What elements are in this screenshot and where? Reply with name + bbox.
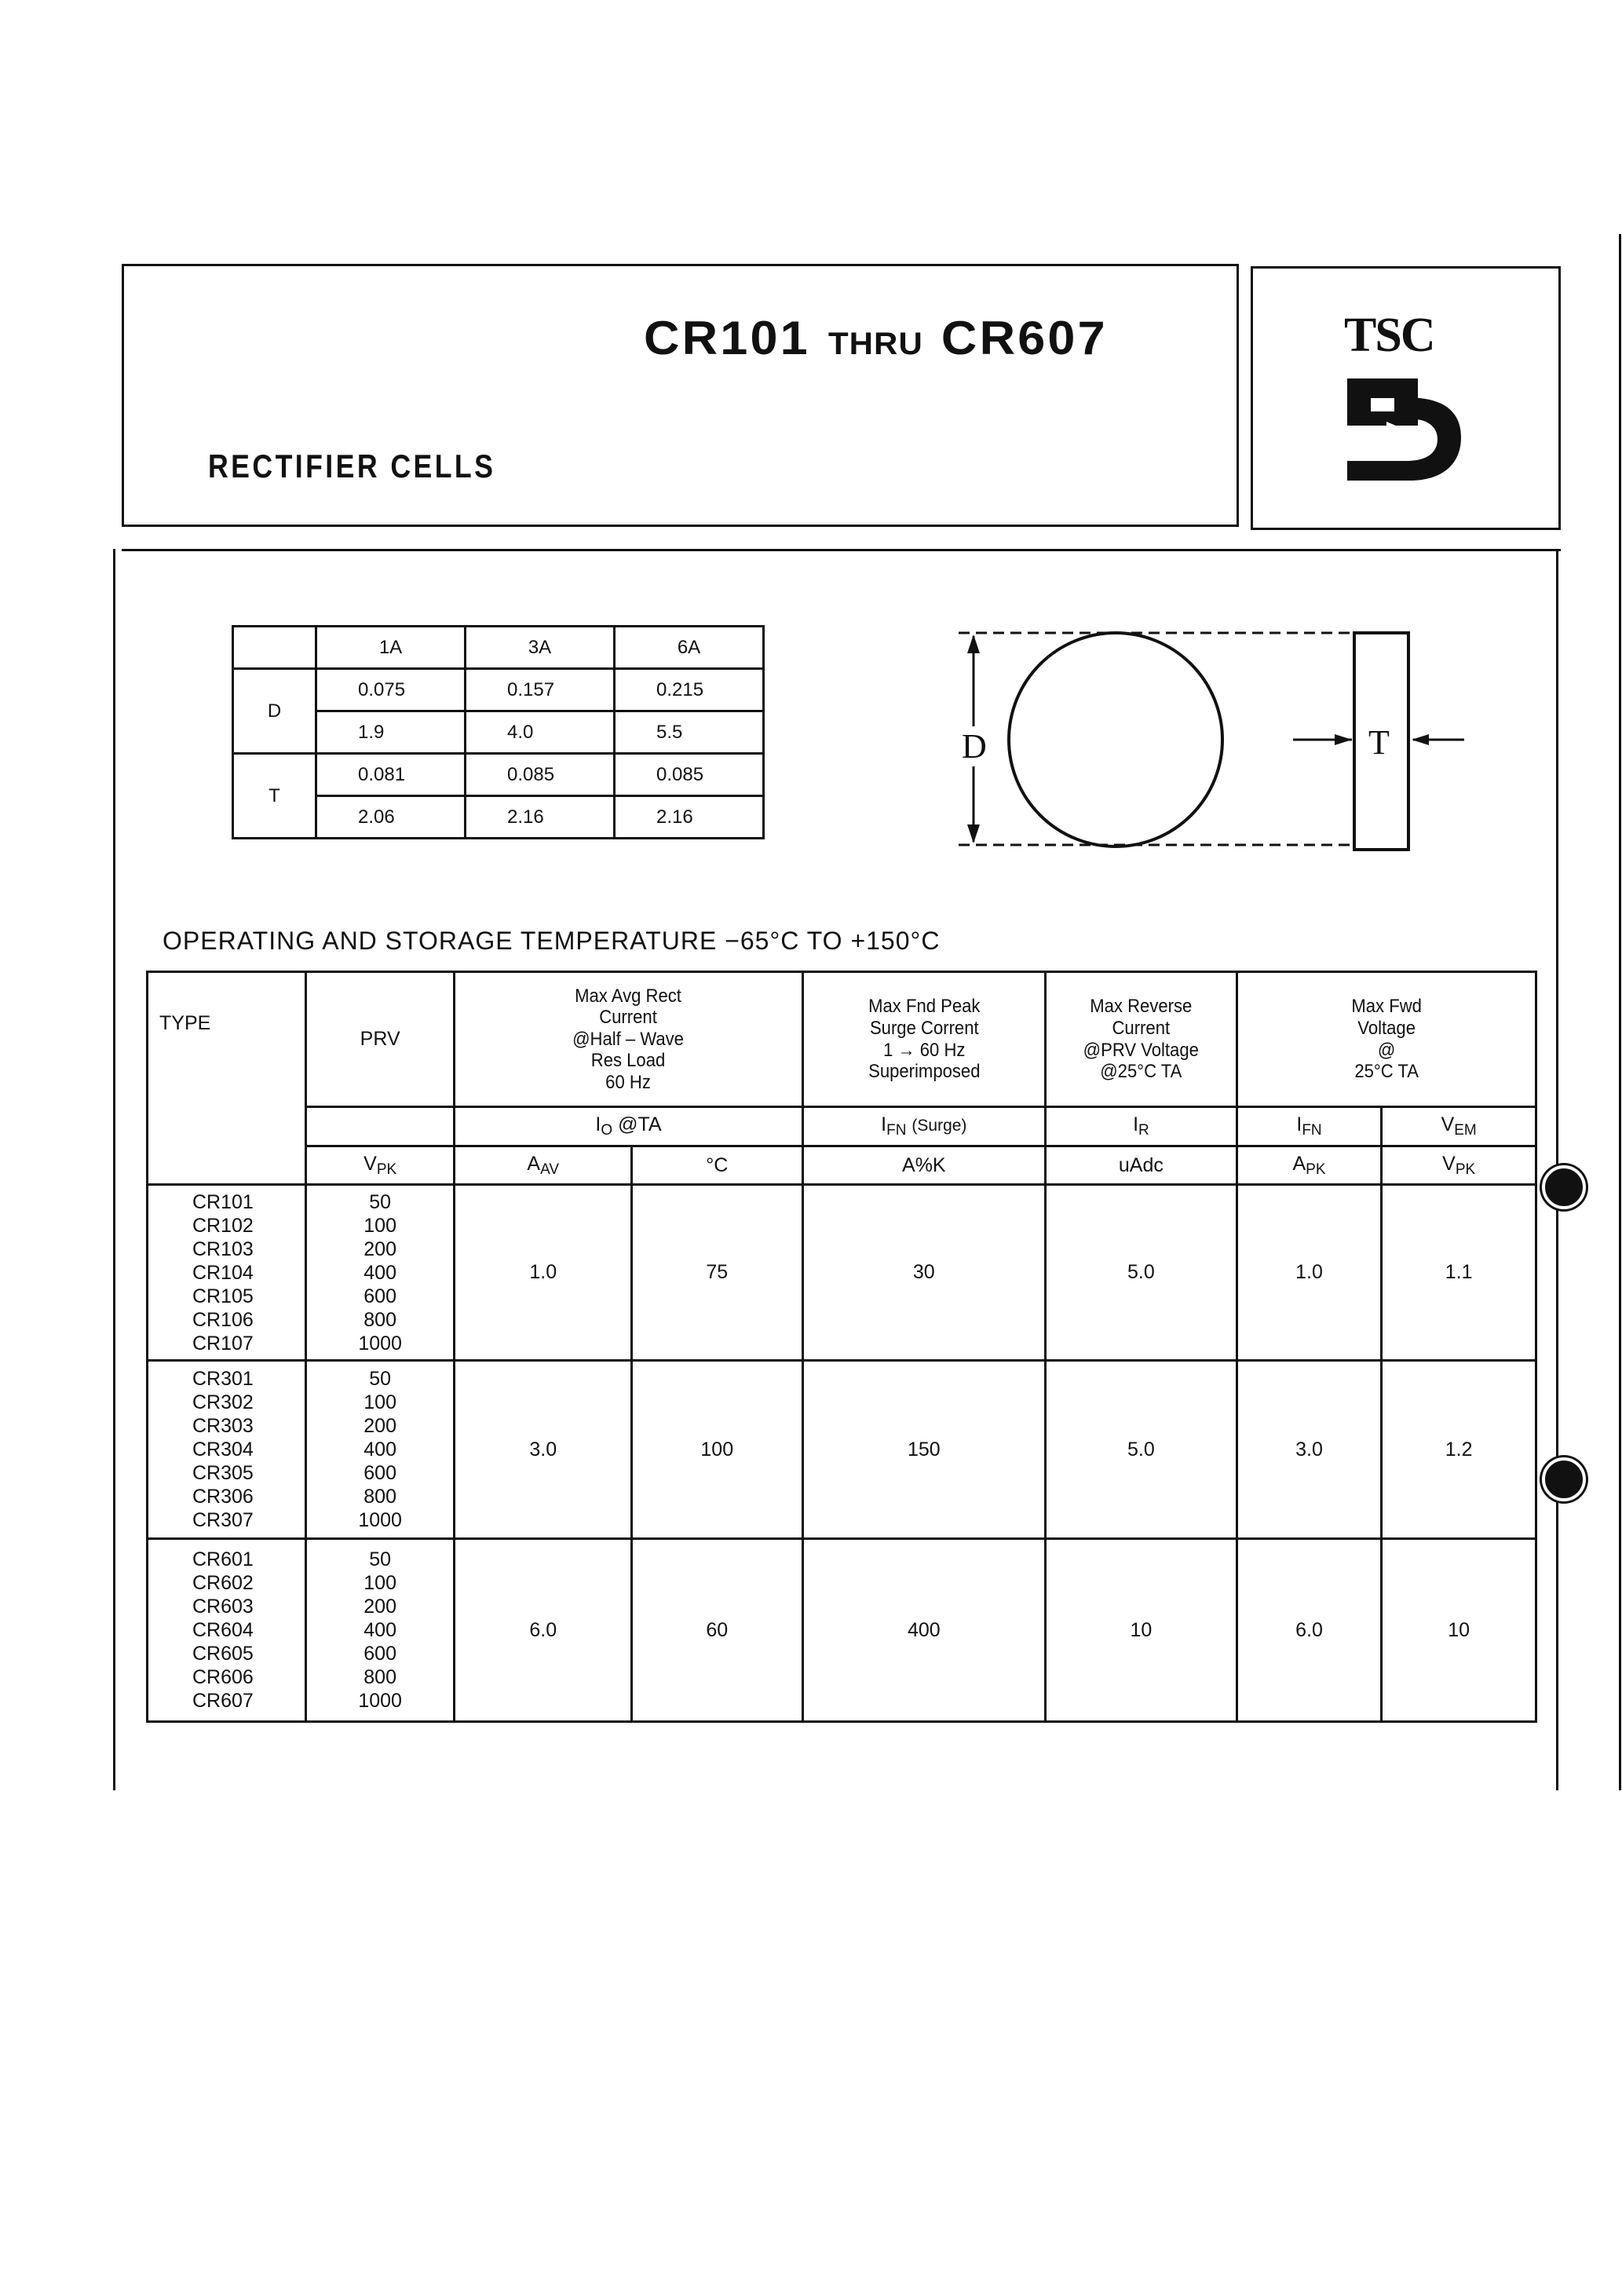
prv-item: 400: [363, 1261, 396, 1284]
unit: A: [527, 1152, 541, 1175]
type-header: TYPE: [148, 972, 306, 1185]
type-item: CR306: [192, 1486, 254, 1508]
unit: V: [363, 1152, 377, 1175]
dim-value: 0.215: [615, 669, 764, 711]
prv-item: 50: [369, 1548, 392, 1570]
type-item: CR301: [192, 1368, 254, 1390]
binder-hole-icon: [1542, 1457, 1586, 1501]
ir-value: 5.0: [1046, 1361, 1237, 1539]
dim-value: 4.0: [466, 711, 615, 754]
type-item: CR603: [192, 1596, 254, 1618]
ratings-table: [146, 971, 1537, 1723]
sym-rest: (Surge): [911, 1117, 967, 1135]
header-line: Max Fwd: [1351, 996, 1422, 1018]
unit-sub: PK: [1306, 1161, 1326, 1178]
sym: I: [881, 1113, 887, 1136]
binder-hole-icon: [1542, 1165, 1586, 1209]
header-line: Current: [1112, 1017, 1171, 1039]
prv-item: 200: [363, 1596, 396, 1618]
table-row-group: [148, 1361, 1536, 1539]
prv-item: 800: [363, 1308, 396, 1331]
type-item: CR105: [192, 1285, 254, 1307]
row-label: T: [233, 754, 316, 839]
corner-cell: [233, 627, 316, 669]
prv-item: 200: [363, 1415, 396, 1437]
dim-value: 0.085: [466, 754, 615, 796]
sym-sub: EM: [1454, 1122, 1477, 1139]
ifn-value: 1.0: [1237, 1185, 1382, 1361]
page-edge-line: [1619, 234, 1621, 1790]
header-line: @PRV Voltage: [1083, 1039, 1200, 1061]
frame-left-line: [113, 549, 115, 1790]
operating-temperature: OPERATING AND STORAGE TEMPERATURE −65°C TO +150°C: [163, 927, 941, 955]
prv-list: [305, 1361, 455, 1539]
blank-cell: [305, 1107, 455, 1146]
ir-value: 10: [1046, 1539, 1237, 1722]
prv-item: 100: [363, 1391, 396, 1413]
subtitle: RECTIFIER CELLS: [208, 448, 496, 484]
dim-value: 2.06: [316, 796, 466, 839]
sym-sub: FN: [1302, 1122, 1322, 1139]
thickness-label: T: [1368, 723, 1390, 762]
sym: V: [1441, 1113, 1455, 1136]
page-title: [644, 311, 1108, 365]
dim-value: 5.5: [615, 711, 764, 754]
title-part: CR101: [644, 312, 810, 364]
prv-item: 400: [363, 1619, 396, 1641]
type-item: CR303: [192, 1415, 254, 1437]
prv-header: PRV: [305, 972, 455, 1107]
header-line: Superimposed: [868, 1061, 980, 1083]
dim-value: 0.081: [316, 754, 466, 796]
symbol-vem: [1382, 1107, 1536, 1146]
prv-item: 50: [369, 1368, 392, 1390]
symbol-ifn-surge: [802, 1107, 1046, 1146]
type-list: [148, 1539, 306, 1722]
unit: V: [1442, 1152, 1456, 1175]
prv-item: 600: [363, 1643, 396, 1665]
unit-degc: °C: [631, 1146, 802, 1185]
sym: I: [1296, 1113, 1302, 1136]
header-line: Surge Corrent: [869, 1017, 979, 1039]
prv-item: 400: [363, 1439, 396, 1461]
col-header: 3A: [466, 627, 615, 669]
header-line: @Half – Wave: [572, 1028, 685, 1050]
prv-item: 50: [369, 1190, 392, 1213]
unit-sub: PK: [376, 1161, 397, 1178]
symbol-io: [455, 1107, 802, 1146]
vem-value: 1.1: [1382, 1185, 1536, 1361]
prv-item: 1000: [358, 1332, 402, 1355]
frame-top-line: [122, 549, 1561, 551]
dim-value: 0.075: [316, 669, 466, 711]
type-list: [148, 1361, 306, 1539]
header-line: 25°C TA: [1354, 1061, 1419, 1083]
dim-value: 1.9: [316, 711, 466, 754]
unit-a-k: A%K: [802, 1146, 1046, 1185]
type-item: CR101: [192, 1190, 254, 1213]
ifn-value: 3.0: [1237, 1361, 1382, 1539]
type-item: CR103: [192, 1238, 254, 1260]
unit: A: [1292, 1152, 1306, 1175]
title-thru: THRU: [827, 327, 923, 361]
header-line: Max Avg Rect: [575, 985, 682, 1007]
prv-item: 1000: [358, 1690, 402, 1712]
ir-value: 5.0: [1046, 1185, 1237, 1361]
unit-vpk: [305, 1146, 455, 1185]
header-line: 60 Hz: [605, 1071, 652, 1093]
dim-value: 2.16: [466, 796, 615, 839]
type-item: CR102: [192, 1214, 254, 1237]
ta-value: 75: [631, 1185, 802, 1361]
table-row-group: [148, 1185, 1536, 1361]
avg-current-header: [455, 972, 802, 1107]
prv-item: 200: [363, 1238, 396, 1260]
header-box: [122, 264, 1239, 527]
reverse-current-header: [1046, 972, 1237, 1107]
cell-dimension-diagram: [942, 620, 1476, 856]
sym-sub: R: [1138, 1122, 1149, 1139]
ta-value: 100: [631, 1361, 802, 1539]
header-line: Voltage: [1357, 1017, 1416, 1039]
type-item: CR304: [192, 1439, 254, 1461]
header-line: Max Reverse: [1090, 996, 1193, 1018]
ifn-value: 6.0: [1237, 1539, 1382, 1722]
header-line: 1 → 60 Hz: [882, 1039, 965, 1061]
vem-value: 10: [1382, 1539, 1536, 1722]
prv-item: 100: [363, 1572, 396, 1594]
tsc-logo-icon: [1339, 363, 1465, 488]
ifsm-value: 150: [802, 1361, 1046, 1539]
dim-value: 2.16: [615, 796, 764, 839]
header-line: Res Load: [591, 1050, 666, 1072]
prv-list: [305, 1185, 455, 1361]
unit-vpk: [1382, 1146, 1536, 1185]
io-value: 3.0: [455, 1361, 632, 1539]
ifsm-value: 400: [802, 1539, 1046, 1722]
sym: I: [595, 1113, 601, 1136]
fwd-voltage-header: [1237, 972, 1536, 1107]
sym-rest: @TA: [618, 1113, 662, 1136]
type-item: CR605: [192, 1643, 254, 1665]
col-header: 6A: [615, 627, 764, 669]
type-item: CR305: [192, 1462, 254, 1484]
type-item: CR607: [192, 1690, 254, 1712]
sym: I: [1133, 1113, 1139, 1136]
type-item: CR307: [192, 1509, 254, 1531]
io-value: 6.0: [455, 1539, 632, 1722]
type-item: CR601: [192, 1548, 254, 1570]
header-line: Current: [599, 1007, 658, 1029]
sym-sub: O: [601, 1122, 613, 1139]
unit-apk: [1237, 1146, 1382, 1185]
surge-current-header: [802, 972, 1046, 1107]
prv-list: [305, 1539, 455, 1722]
prv-item: 100: [363, 1214, 396, 1237]
diameter-label: D: [962, 727, 987, 766]
row-label: D: [233, 669, 316, 754]
type-item: CR302: [192, 1391, 254, 1413]
unit-sub: AV: [540, 1161, 560, 1178]
prv-item: 1000: [358, 1509, 402, 1531]
dim-value: 0.085: [615, 754, 764, 796]
prv-item: 600: [363, 1462, 396, 1484]
type-item: CR107: [192, 1332, 254, 1355]
type-item: CR606: [192, 1666, 254, 1688]
col-header: 1A: [316, 627, 466, 669]
table-row-group: [148, 1539, 1536, 1722]
ifsm-value: 30: [802, 1185, 1046, 1361]
title-part: CR607: [941, 312, 1108, 364]
prv-item: 600: [363, 1285, 396, 1307]
dimension-table: [232, 625, 765, 839]
type-item: CR604: [192, 1619, 254, 1641]
ta-value: 60: [631, 1539, 802, 1722]
type-item: CR104: [192, 1261, 254, 1284]
prv-item: 800: [363, 1486, 396, 1508]
unit-sub: PK: [1455, 1161, 1476, 1178]
header-line: @: [1377, 1039, 1396, 1061]
logo-text: TSC: [1344, 309, 1434, 362]
type-item: CR602: [192, 1572, 254, 1594]
dim-value: 0.157: [466, 669, 615, 711]
unit-uadc: uAdc: [1046, 1146, 1237, 1185]
prv-item: 800: [363, 1666, 396, 1688]
type-item: CR106: [192, 1308, 254, 1331]
header-line: @25°C TA: [1100, 1061, 1182, 1083]
unit-aav: [455, 1146, 632, 1185]
io-value: 1.0: [455, 1185, 632, 1361]
header-line: Max Fnd Peak: [868, 996, 980, 1018]
symbol-ir: [1046, 1107, 1237, 1146]
type-list: [148, 1185, 306, 1361]
vem-value: 1.2: [1382, 1361, 1536, 1539]
sym-sub: FN: [886, 1122, 907, 1139]
symbol-ifn: [1237, 1107, 1382, 1146]
